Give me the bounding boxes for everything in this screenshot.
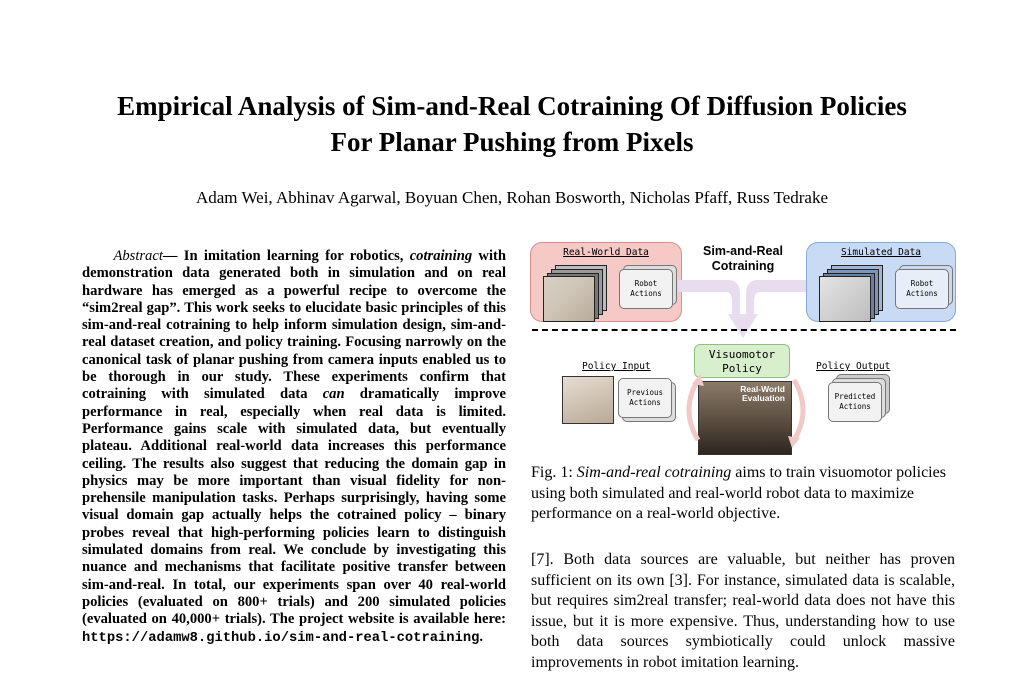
abstract-emph-1: cotraining — [409, 248, 473, 264]
title-line-2: For Planar Pushing from Pixels — [330, 127, 694, 157]
abstract-label: Abstract — [113, 248, 163, 264]
robot-actions-label: Robot Actions — [906, 279, 938, 298]
abstract-dash: — — [162, 248, 184, 264]
sim-and-real-cotraining-label: Sim-and-Real Cotraining — [703, 244, 783, 273]
simulated-image — [819, 276, 871, 322]
abstract-text-1: In imitation learning for robotics, — [183, 248, 410, 264]
policy-output-label: Policy Output — [816, 361, 891, 372]
figure-1 — [528, 240, 958, 455]
predicted-actions-label: Predicted Actions — [834, 392, 876, 411]
robot-actions-card — [895, 269, 949, 309]
body-paragraph: [7]. Both data sources are valuable, but neither has proven sufficient on its own [3]. For instance, simulated data is scalable, but requires sim2real transfer; real-world data does not have this issue, but it is more expensive. Thus, understanding how to use both data sources symbiotically could unlock massive improvements in robot imitation learning. — [531, 551, 955, 671]
abstract-text-2: with demonstration data generated both in simulation and on real hardware has emerged as a powerful recipe to overcome the “sim2real gap”. This work seeks to elucidate basic principles of this sim-and-real cotraining to help inform simulation design, sim-and-real dataset creation, and policy training. Focusing narrowly on the canonical task of planar pushing from camera inputs enabled us to be thorough in our study. These experiments confirm that cotraining with simulated data — [82, 248, 506, 403]
abstract-end: . — [479, 628, 484, 645]
paper-title — [40, 88, 984, 160]
abstract-text-3: dramatically improve performance in real, especially when real data is limited. Performance gains scale with simulated data, but eventually plateau. Additional real-world data increases this performance ceiling. The results also suggest that reducing the domain gap in physics may be more important than visual fidelity for non-prehensile manipulation tasks. Perhaps surprisingly, having some visual domain gap actually helps the cotrained policy – binary probes reveal that high-performing policies learn to distinguish simulated domains from real. We conclude by investigating this nuance and mechanisms that facilitate positive transfer between sim-and-real. In total, our experiments span over 40 real-world policies (evaluated on 800+ trials) and 200 simulated policies (evaluated on 40,000+ trials). The project website is available here: — [82, 386, 506, 628]
real-world-data-box — [530, 242, 682, 322]
caption-text: aims to train visuomotor policies using both simulated and real-world robot data to maximize performance on a real-world objective. — [531, 464, 946, 523]
previous-actions-label: Previous Actions — [626, 388, 664, 407]
feedback-arrows-graphic — [676, 370, 816, 450]
real-world-data-label: Real-World Data — [563, 247, 649, 258]
previous-actions-card — [618, 378, 672, 418]
merge-arrow-graphic — [678, 276, 808, 346]
simulated-data-box — [806, 242, 956, 322]
loop-arrow-icon — [689, 380, 698, 440]
title-line-1: Empirical Analysis of Sim-and-Real Cotraining Of Diffusion Policies — [117, 91, 907, 121]
loop-arrow-icon — [794, 380, 803, 440]
section-divider — [532, 329, 956, 331]
caption-emph: Sim-and-real cotraining — [576, 464, 732, 481]
real-world-evaluation-label: Real-World Evaluation — [740, 384, 785, 403]
robot-actions-card — [619, 269, 673, 309]
predicted-actions-card — [828, 382, 882, 422]
author-list: Adam Wei, Abhinav Agarwal, Boyuan Chen, Rohan Bosworth, Nicholas Pfaff, Russ Tedrake — [195, 188, 829, 207]
figure-caption — [531, 463, 955, 525]
policy-input-image — [562, 376, 614, 424]
real-world-image — [543, 276, 595, 322]
project-url-link[interactable]: https://adamw8.github.io/sim-and-real-cotraining — [82, 630, 480, 646]
robot-actions-label: Robot Actions — [630, 279, 662, 298]
abstract — [82, 248, 506, 647]
arrow-head-icon — [788, 436, 800, 448]
caption-prefix: Fig. 1: — [531, 464, 577, 481]
policy-input-label: Policy Input — [582, 361, 651, 372]
abstract-emph-2: can — [322, 386, 345, 403]
visuomotor-policy-box: Visuomotor Policy — [694, 344, 790, 378]
simulated-data-label: Simulated Data — [840, 247, 922, 258]
arrow-head-icon — [692, 374, 704, 386]
